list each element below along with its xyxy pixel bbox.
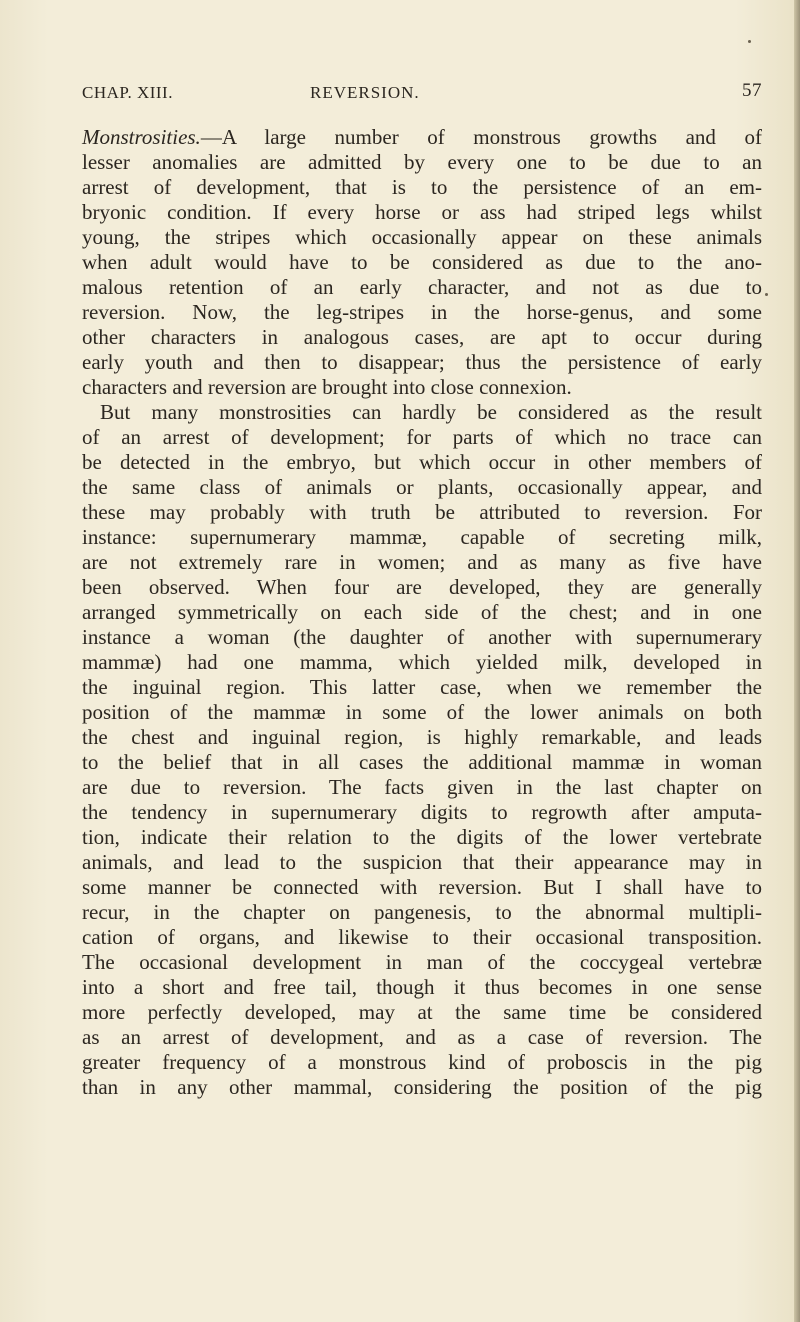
page-edge-shadow [794,0,800,1322]
text-line: to the belief that in all cases the additional mammæ in woman [82,750,762,774]
text-line: instance: supernumerary mammæ, capable of secreting milk, [82,525,762,549]
text-line: been observed. When four are developed, they are generally [82,575,762,599]
page-number: 57 [742,80,762,101]
text-line: arranged symmetrically on each side of the chest; and in one [82,600,762,624]
text-line: bryonic condition. If every horse or ass had striped legs whilst [82,200,762,224]
text-line: be detected in the embryo, but which occur in other members of [82,450,762,474]
text-line: other characters in analogous cases, are apt to occur during [82,325,762,349]
text-line: the inguinal region. This latter case, when we remember the [82,675,762,699]
text-line: than in any other mammal, considering the position of the pig [82,1075,762,1099]
text-line: reversion. Now, the leg-stripes in the horse-genus, and some [82,300,762,324]
text-line: are not extremely rare in women; and as many as five have [82,550,762,574]
text-line: of an arrest of development; for parts of which no trace can [82,425,762,449]
paper-speck [765,293,768,296]
text-line: these may probably with truth be attributed to reversion. For [82,500,762,524]
text-line: tion, indicate their relation to the digits of the lower vertebrate [82,825,762,849]
running-header [82,80,762,113]
paper-speck [748,40,751,43]
text-line: position of the mammæ in some of the lower animals on both [82,700,762,724]
text-line: more perfectly developed, may at the same time be considered [82,1000,762,1024]
text-line: cation of organs, and likewise to their occasional transposition. [82,925,762,949]
body-text [82,125,762,1100]
text-line: animals, and lead to the suspicion that their appearance may in [82,850,762,874]
text-line: some manner be connected with reversion. But I shall have to [82,875,762,899]
text-line: the chest and inguinal region, is highly remarkable, and leads [82,725,762,749]
text-line: greater frequency of a monstrous kind of proboscis in the pig [82,1050,762,1074]
text-line: early youth and then to disappear; thus the persistence of early [82,350,762,374]
text-line: instance a woman (the daughter of another with supernumerary [82,625,762,649]
text-line: arrest of development, that is to the persistence of an em- [82,175,762,199]
section-heading-italic: Monstrosities. [82,125,201,149]
text-line: when adult would have to be considered as due to the ano- [82,250,762,274]
text-line: as an arrest of development, and as a case of reversion. The [82,1025,762,1049]
running-title: REVERSION. [310,83,420,102]
text-line: recur, in the chapter on pangenesis, to the abnormal multipli- [82,900,762,924]
text-line: mammæ) had one mamma, which yielded milk, developed in [82,650,762,674]
text-line: malous retention of an early character, and not as due to [82,275,762,299]
text-line: The occasional development in man of the coccygeal vertebræ [82,950,762,974]
text-line: are due to reversion. The facts given in the last chapter on [82,775,762,799]
text-line: Monstrosities.—A large number of monstrous growths and of [82,125,762,149]
text-line: the tendency in supernumerary digits to regrowth after amputa- [82,800,762,824]
text-line: lesser anomalies are admitted by every one to be due to an [82,150,762,174]
text-line: into a short and free tail, though it thus becomes in one sense [82,975,762,999]
text-line: But many monstrosities can hardly be considered as the result [100,400,762,424]
text-line: young, the stripes which occasionally appear on these animals [82,225,762,249]
text-line: characters and reversion are brought into close connexion. [82,375,572,399]
text-line: the same class of animals or plants, occasionally appear, and [82,475,762,499]
chapter-label: CHAP. XIII. [82,83,173,102]
